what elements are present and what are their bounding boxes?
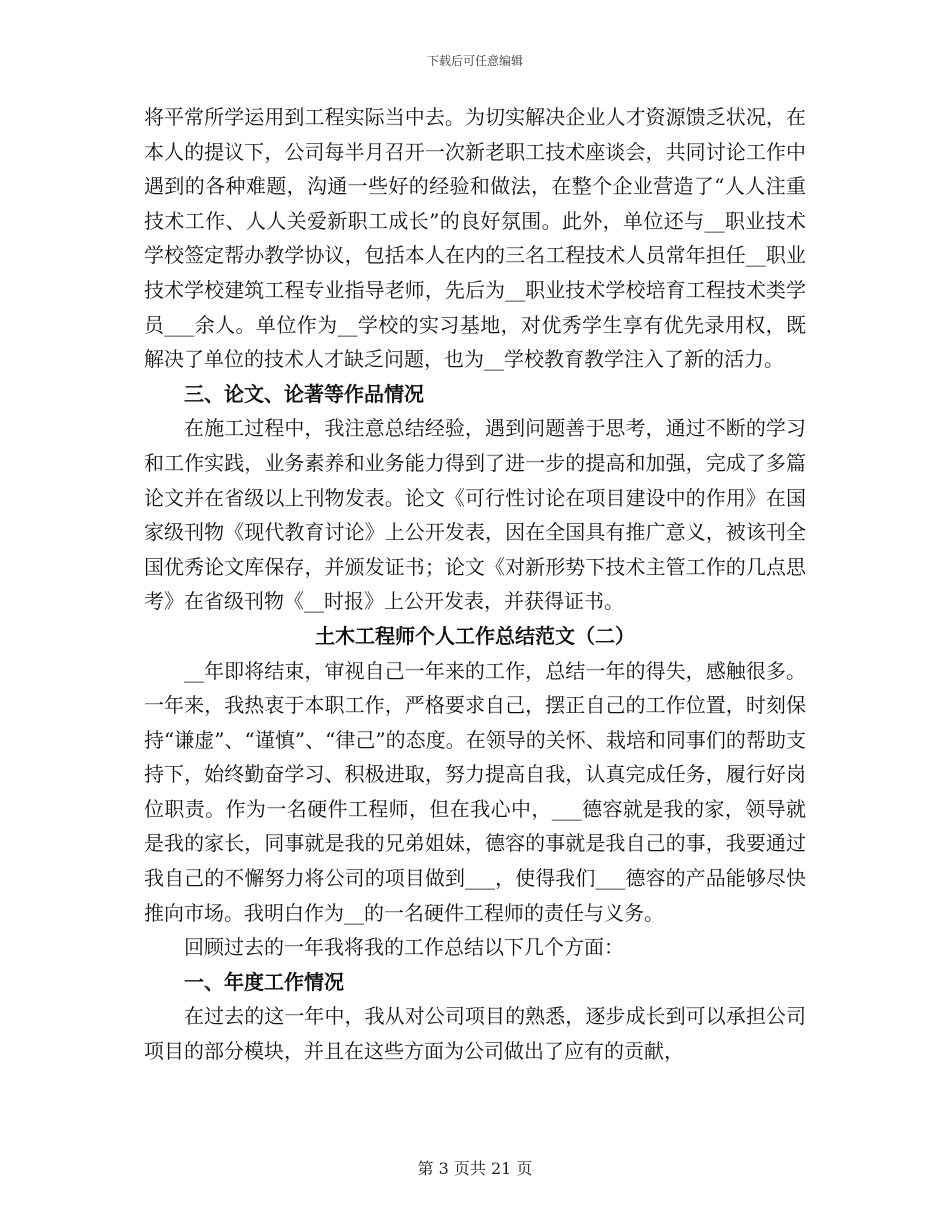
section-heading-papers: 三、论文、论著等作品情况 — [184, 381, 424, 406]
document-body — [144, 100, 806, 1069]
document-title-part-two: 土木工程师个人工作总结范文（二） — [315, 623, 635, 648]
section-heading-annual-work: 一、年度工作情况 — [184, 969, 344, 994]
paragraph-papers: 在施工过程中，我注意总结经验，遇到问题善于思考，通过不断的学习和工作实践，业务素养和业务能力得到了进一步的提高和加强，完成了多篇论文并在省级以上刊物发表。论文《可行性讨论在项目建设中的作用》在国家级刊物《现代教育讨论》上公开发表，因在全国具有推广意义，被该刊全国优秀论文库保存，并颁发证书；论文《对新形势下技术主管工作的几点思考》在省级刊物《__时报》上公开发表，并获得证书。 — [144, 416, 806, 614]
paragraph-talent-training: 将平常所学运用到工程实际当中去。为切实解决企业人才资源馈乏状况，在本人的提议下，公司每半月召开一次新老职工技术座谈会，共同讨论工作中遇到的各种难题，沟通一些好的经验和做法，在整个企业营造了“人人注重技术工作、人人关爱新职工成长”的良好氛围。此外，单位还与__职业技术学校签定帮办教学协议，包括本人在内的三名工程技术人员常年担任__职业技术学校建筑工程专业指导老师，先后为__职业技术学校培育工程技术类学员___余人。单位作为__学校的实习基地，对优秀学生享有优先录用权，既解决了单位的技术人才缺乏问题，也为__学校教育教学注入了新的活力。 — [144, 105, 806, 372]
paragraph-year-review: __年即将结束，审视自己一年来的工作，总结一年的得失，感触很多。一年来，我热衷于本职工作，严格要求自己，摆正自己的工作位置，时刻保持“谦虚”、“谨慎”、“律己”的态度。在领导的关怀、栽培和同事们的帮助支持下，始终勤奋学习、积极进取，努力提高自我，认真完成任务，履行好岗位职责。作为一名硬件工程师，但在我心中，___德容就是我的家，领导就是我的家长，同事就是我的兄弟姐妹，德容的事就是我自己的事，我要通过我自己的不懈努力将公司的项目做到___，使得我们___德容的产品能够尽快推向市场。我明白作为__的一名硬件工程师的责任与义务。 — [144, 658, 806, 925]
paragraph-annual-work: 在过去的这一年中，我从对公司项目的熟悉，逐步成长到可以承担公司项目的部分模块，并且在这些方面为公司做出了应有的贡献， — [144, 1004, 806, 1064]
paragraph-summary-intro: 回顾过去的一年我将我的工作总结以下几个方面： — [184, 935, 624, 960]
page-header: 下载后可任意编辑 — [426, 54, 523, 68]
page-number: 第 3 页共 21 页 — [417, 1159, 533, 1178]
